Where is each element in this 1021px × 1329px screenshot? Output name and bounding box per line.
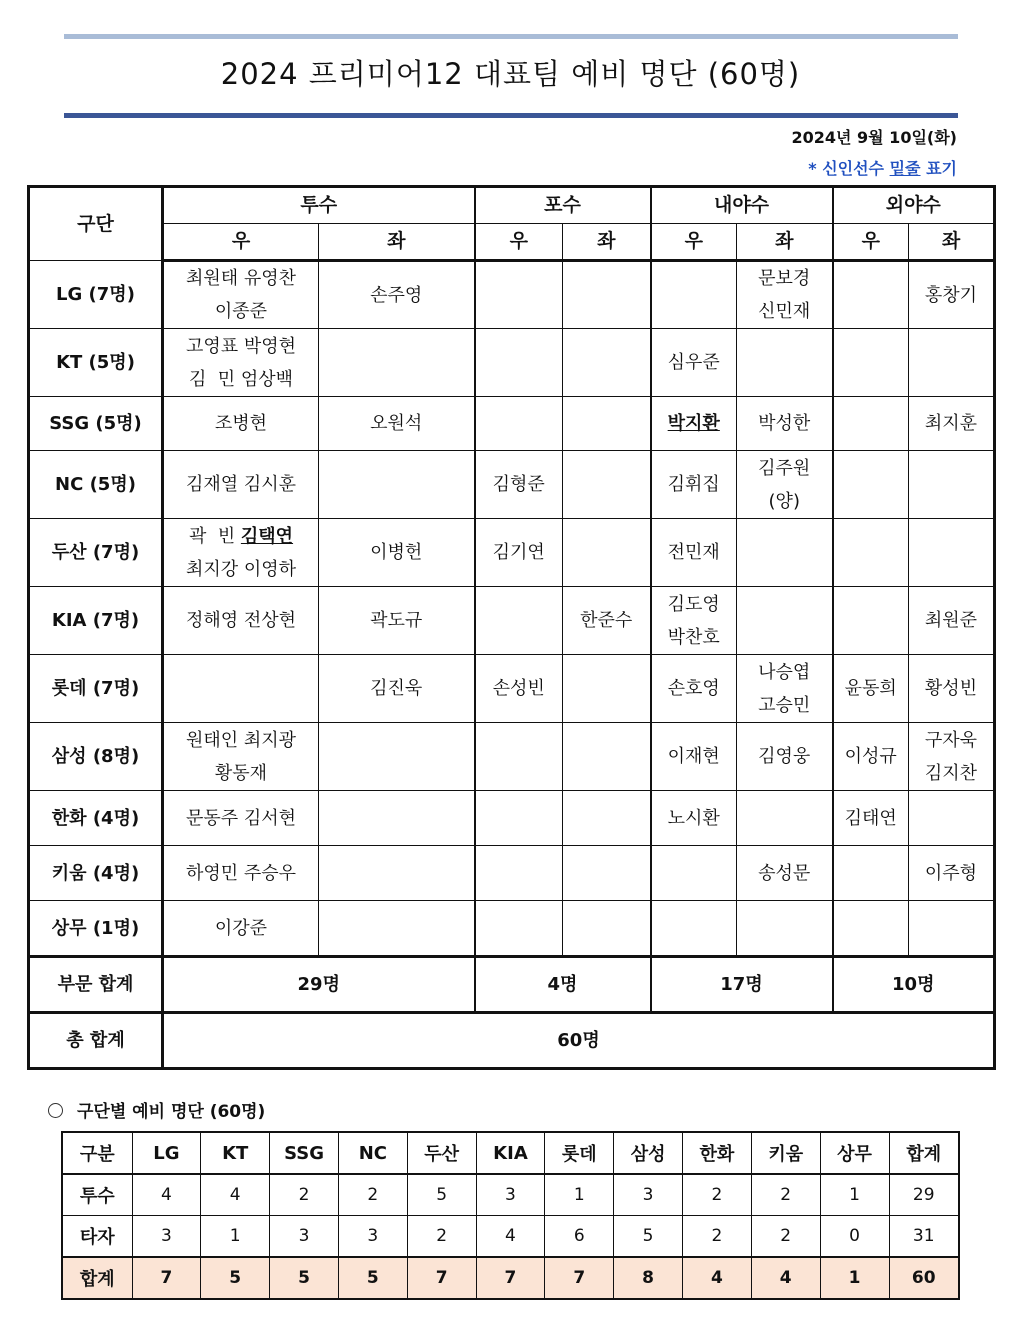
- player-name: 이강준: [214, 917, 268, 939]
- summary-header-cell: 한화: [683, 1132, 752, 1174]
- roster-cell-catcher-right: [475, 846, 563, 901]
- roster-cell-outfield-right: [833, 655, 909, 723]
- team-name: KIA (7명): [29, 587, 163, 655]
- player-name: 김기연: [492, 542, 545, 563]
- player-name: 곽 빈: [188, 525, 241, 547]
- roster-cell-outfield-right: [833, 791, 909, 846]
- team-row: [29, 901, 995, 957]
- header-catcher-left: 좌: [563, 224, 651, 261]
- player-name: 이재현: [667, 746, 720, 767]
- roster-cell-outfield-left: [909, 397, 995, 451]
- summary-row-label: 투수: [62, 1174, 132, 1216]
- roster-cell-infield-right: [651, 397, 737, 451]
- roster-cell-infield-left: [737, 329, 833, 397]
- summary-header-cell: NC: [338, 1132, 407, 1174]
- player-name: 하영민 주승우: [185, 862, 297, 884]
- player-name: 심우준: [667, 352, 720, 373]
- player-name: 김영웅: [758, 746, 811, 767]
- roster-cell-outfield-right: [833, 329, 909, 397]
- total-label: 총 합계: [29, 1013, 163, 1069]
- roster-cell-outfield-right: [833, 519, 909, 587]
- summary-cell: 5: [614, 1216, 683, 1258]
- summary-cell: 2: [751, 1216, 820, 1258]
- roster-cell-catcher-left: [563, 723, 651, 791]
- roster-cell-pitcher-left: [319, 901, 475, 957]
- team-row: [29, 261, 995, 329]
- roster-cell-infield-right: [651, 901, 737, 957]
- header-pitcher: 투수: [163, 187, 475, 224]
- summary-header-cell: 삼성: [614, 1132, 683, 1174]
- header-infield-right: 우: [651, 224, 737, 261]
- roster-cell-pitcher-right: [163, 397, 319, 451]
- header-infield: 내야수: [651, 187, 833, 224]
- roster-cell-pitcher-right: [163, 723, 319, 791]
- roster-cell-infield-left: [737, 723, 833, 791]
- team-name: 삼성 (8명): [29, 723, 163, 791]
- rookie-player-name: 박지환: [667, 413, 720, 434]
- team-row: [29, 329, 995, 397]
- player-name: 최원태 유영찬: [185, 268, 297, 289]
- player-name: 오원석: [370, 413, 423, 434]
- player-name: 한준수: [580, 610, 633, 631]
- team-name: KT (5명): [29, 329, 163, 397]
- header-catcher: 포수: [475, 187, 651, 224]
- header-pitcher-left: 좌: [319, 224, 475, 261]
- summary-cell: 2: [751, 1174, 820, 1216]
- roster-cell-catcher-left: [563, 329, 651, 397]
- team-name: SSG (5명): [29, 397, 163, 451]
- player-name: 나승엽: [758, 661, 811, 683]
- summary-cell: 3: [614, 1174, 683, 1216]
- top-rule: [64, 34, 958, 39]
- player-name: (양): [768, 490, 800, 512]
- roster-cell-infield-left: [737, 261, 833, 329]
- summary-header-cell: 상무: [820, 1132, 889, 1174]
- summary-cell: 31: [889, 1216, 959, 1258]
- summary-cell: 4: [132, 1174, 201, 1216]
- summary-cell: 4: [476, 1216, 545, 1258]
- roster-cell-pitcher-left: [319, 723, 475, 791]
- roster-cell-infield-right: [651, 655, 737, 723]
- summary-row: [62, 1174, 959, 1216]
- player-name: 이주형: [924, 862, 978, 884]
- player-name: 구자욱: [924, 729, 978, 751]
- summary-cell: 5: [407, 1174, 476, 1216]
- roster-cell-catcher-right: [475, 397, 563, 451]
- roster-cell-infield-left: [737, 901, 833, 957]
- player-name: 김형준: [492, 474, 545, 495]
- roster-cell-pitcher-right: [163, 655, 319, 723]
- player-name: 최지훈: [924, 413, 978, 434]
- roster-cell-infield-left: [737, 655, 833, 723]
- team-name: 두산 (7명): [29, 519, 163, 587]
- roster-cell-infield-right: [651, 261, 737, 329]
- roster-cell-catcher-left: [563, 901, 651, 957]
- player-name: 윤동희: [844, 678, 897, 699]
- header-outfield-left: 좌: [909, 224, 995, 261]
- subtotal-row: [29, 957, 995, 1013]
- roster-cell-catcher-left: [563, 846, 651, 901]
- player-name: 박찬호: [667, 626, 720, 648]
- team-row: [29, 723, 995, 791]
- summary-header-cell: 합계: [889, 1132, 959, 1174]
- summary-cell: 4: [201, 1174, 270, 1216]
- team-name: 한화 (4명): [29, 791, 163, 846]
- player-name: 손호영: [667, 678, 720, 699]
- roster-cell-outfield-left: [909, 519, 995, 587]
- summary-cell: 7: [132, 1257, 201, 1299]
- summary-cell: 3: [476, 1174, 545, 1216]
- roster-cell-outfield-left: [909, 587, 995, 655]
- roster-table: [27, 185, 996, 1070]
- roster-cell-outfield-right: [833, 587, 909, 655]
- summary-header-cell: 롯데: [545, 1132, 614, 1174]
- player-name: 조병현: [214, 413, 268, 434]
- team-name: NC (5명): [29, 451, 163, 519]
- roster-cell-catcher-right: [475, 451, 563, 519]
- player-name: 김지찬: [924, 762, 978, 784]
- player-name: 최원준: [924, 610, 978, 631]
- player-name: 김재열 김시훈: [185, 474, 297, 495]
- team-name: 상무 (1명): [29, 901, 163, 957]
- player-name: 황성빈: [924, 678, 978, 699]
- roster-cell-catcher-right: [475, 519, 563, 587]
- roster-cell-infield-left: [737, 397, 833, 451]
- circle-bullet-icon: [48, 1103, 63, 1118]
- summary-cell: 3: [132, 1216, 201, 1258]
- player-name: 문보경: [758, 268, 811, 289]
- roster-cell-pitcher-left: [319, 397, 475, 451]
- player-name: 고영표 박영현: [185, 335, 297, 357]
- summary-cell: 4: [683, 1257, 752, 1299]
- roster-cell-infield-left: [737, 519, 833, 587]
- player-name: 문동주 김서현: [185, 807, 297, 829]
- player-name: 노시환: [667, 807, 720, 829]
- summary-cell: 5: [338, 1257, 407, 1299]
- title-rule: [64, 113, 958, 118]
- team-name: 롯데 (7명): [29, 655, 163, 723]
- roster-cell-outfield-right: [833, 846, 909, 901]
- player-name: 김진욱: [370, 678, 423, 699]
- summary-cell: 1: [201, 1216, 270, 1258]
- header-catcher-right: 우: [475, 224, 563, 261]
- summary-cell: 2: [338, 1174, 407, 1216]
- roster-cell-pitcher-right: [163, 261, 319, 329]
- summary-cell: 4: [751, 1257, 820, 1299]
- summary-header-cell: 두산: [407, 1132, 476, 1174]
- team-row: [29, 587, 995, 655]
- summary-cell: 1: [545, 1174, 614, 1216]
- player-name: 전민재: [667, 542, 720, 563]
- roster-cell-infield-left: [737, 791, 833, 846]
- roster-cell-pitcher-left: [319, 655, 475, 723]
- roster-cell-catcher-right: [475, 261, 563, 329]
- team-row: [29, 451, 995, 519]
- summary-cell: 0: [820, 1216, 889, 1258]
- team-name: LG (7명): [29, 261, 163, 329]
- summary-cell: 29: [889, 1174, 959, 1216]
- player-name: 홍창기: [924, 284, 978, 306]
- summary-cell: 8: [614, 1257, 683, 1299]
- summary-cell: 7: [476, 1257, 545, 1299]
- player-name: 고승민: [758, 694, 811, 716]
- roster-cell-outfield-left: [909, 901, 995, 957]
- summary-cell: 7: [407, 1257, 476, 1299]
- summary-cell: 5: [270, 1257, 339, 1299]
- subtotal-outfield: 10명: [833, 957, 995, 1013]
- player-name: 이종준: [214, 301, 268, 322]
- player-name: 박성한: [758, 413, 811, 434]
- roster-cell-outfield-left: [909, 451, 995, 519]
- roster-cell-catcher-left: [563, 261, 651, 329]
- player-name: 황동재: [214, 762, 268, 784]
- player-name: 김휘집: [667, 474, 720, 495]
- roster-cell-pitcher-left: [319, 587, 475, 655]
- player-name: 김태연: [844, 807, 897, 829]
- summary-cell: 5: [201, 1257, 270, 1299]
- roster-cell-outfield-right: [833, 261, 909, 329]
- header-pitcher-right: 우: [163, 224, 319, 261]
- team-name: 키움 (4명): [29, 846, 163, 901]
- summary-row-label: 타자: [62, 1216, 132, 1258]
- roster-cell-outfield-left: [909, 261, 995, 329]
- summary-cell: 7: [545, 1257, 614, 1299]
- player-name: 김 민 엄상백: [188, 368, 294, 390]
- roster-cell-infield-right: [651, 846, 737, 901]
- summary-cell: 3: [338, 1216, 407, 1258]
- summary-cell: 6: [545, 1216, 614, 1258]
- summary-header-cell: KIA: [476, 1132, 545, 1174]
- roster-cell-outfield-right: [833, 901, 909, 957]
- rookie-player-name: 김택연: [240, 525, 294, 547]
- team-row: [29, 846, 995, 901]
- roster-cell-catcher-left: [563, 397, 651, 451]
- roster-cell-pitcher-right: [163, 846, 319, 901]
- summary-header-cell: KT: [201, 1132, 270, 1174]
- roster-cell-catcher-right: [475, 329, 563, 397]
- roster-cell-catcher-right: [475, 901, 563, 957]
- team-row: [29, 791, 995, 846]
- roster-cell-pitcher-right: [163, 451, 319, 519]
- summary-header-cell: 구분: [62, 1132, 132, 1174]
- roster-cell-outfield-left: [909, 791, 995, 846]
- roster-cell-infield-right: [651, 451, 737, 519]
- summary-header-cell: LG: [132, 1132, 201, 1174]
- player-name: 송성문: [758, 862, 811, 884]
- summary-cell: 60: [889, 1257, 959, 1299]
- summary-cell: 2: [270, 1174, 339, 1216]
- summary-row-label: 합계: [62, 1257, 132, 1299]
- summary-row: [62, 1257, 959, 1299]
- player-name: 정해영 전상현: [185, 610, 297, 631]
- summary-header-cell: 키움: [751, 1132, 820, 1174]
- player-name: 이병헌: [370, 542, 423, 563]
- roster-cell-infield-right: [651, 329, 737, 397]
- header-team: 구단: [29, 187, 163, 261]
- roster-cell-catcher-right: [475, 587, 563, 655]
- roster-cell-outfield-left: [909, 846, 995, 901]
- roster-cell-infield-left: [737, 451, 833, 519]
- roster-cell-catcher-left: [563, 587, 651, 655]
- roster-cell-catcher-left: [563, 451, 651, 519]
- roster-cell-pitcher-right: [163, 901, 319, 957]
- rookie-note: * 신인선수 밑줄 표기: [808, 159, 957, 178]
- roster-cell-outfield-right: [833, 723, 909, 791]
- summary-cell: 1: [820, 1257, 889, 1299]
- roster-cell-infield-left: [737, 587, 833, 655]
- summary-cell: 3: [270, 1216, 339, 1258]
- subtotal-catcher: 4명: [475, 957, 651, 1013]
- roster-cell-infield-left: [737, 846, 833, 901]
- roster-cell-outfield-right: [833, 397, 909, 451]
- roster-cell-catcher-left: [563, 655, 651, 723]
- roster-cell-infield-right: [651, 723, 737, 791]
- player-name: 김주원: [758, 457, 811, 479]
- roster-cell-pitcher-right: [163, 519, 319, 587]
- subtotal-infield: 17명: [651, 957, 833, 1013]
- document-date: 2024년 9월 10일(화): [791, 128, 957, 147]
- roster-cell-pitcher-right: [163, 587, 319, 655]
- roster-cell-catcher-left: [563, 791, 651, 846]
- player-name: 곽도규: [370, 610, 423, 631]
- roster-cell-pitcher-left: [319, 846, 475, 901]
- page-title: 2024 프리미어12 대표팀 예비 명단 (60명): [220, 57, 801, 91]
- summary-cell: 2: [683, 1174, 752, 1216]
- team-row: [29, 397, 995, 451]
- player-name: 신민재: [758, 301, 811, 322]
- summary-header-cell: SSG: [270, 1132, 339, 1174]
- roster-cell-infield-right: [651, 791, 737, 846]
- team-row: [29, 655, 995, 723]
- summary-header-row: [62, 1132, 959, 1174]
- roster-cell-pitcher-left: [319, 329, 475, 397]
- summary-cell: 2: [683, 1216, 752, 1258]
- roster-cell-pitcher-left: [319, 519, 475, 587]
- roster-cell-catcher-right: [475, 655, 563, 723]
- header-outfield: 외야수: [833, 187, 995, 224]
- roster-cell-outfield-left: [909, 329, 995, 397]
- roster-cell-outfield-left: [909, 723, 995, 791]
- total-row: [29, 1013, 995, 1069]
- roster-cell-pitcher-left: [319, 261, 475, 329]
- roster-cell-outfield-right: [833, 451, 909, 519]
- player-name: 원태인 최지광: [185, 729, 297, 751]
- header-infield-left: 좌: [737, 224, 833, 261]
- roster-cell-pitcher-left: [319, 791, 475, 846]
- roster-cell-catcher-right: [475, 791, 563, 846]
- roster-cell-pitcher-right: [163, 329, 319, 397]
- section-title: 구단별 예비 명단 (60명): [48, 1097, 265, 1122]
- header-outfield-right: 우: [833, 224, 909, 261]
- player-name: 김도영: [667, 593, 720, 615]
- summary-cell: 2: [407, 1216, 476, 1258]
- player-name: 손주영: [370, 284, 423, 306]
- summary-row: [62, 1216, 959, 1258]
- roster-cell-infield-right: [651, 519, 737, 587]
- roster-cell-infield-right: [651, 587, 737, 655]
- roster-cell-catcher-left: [563, 519, 651, 587]
- roster-cell-pitcher-right: [163, 791, 319, 846]
- player-name: 손성빈: [492, 678, 545, 699]
- roster-cell-outfield-left: [909, 655, 995, 723]
- summary-cell: 1: [820, 1174, 889, 1216]
- roster-cell-pitcher-left: [319, 451, 475, 519]
- roster-cell-catcher-right: [475, 723, 563, 791]
- summary-table: [61, 1131, 960, 1300]
- subtotal-label: 부문 합계: [29, 957, 163, 1013]
- subtotal-pitcher: 29명: [163, 957, 475, 1013]
- total-value: 60명: [163, 1013, 995, 1069]
- player-name: 최지강 이영하: [185, 558, 297, 580]
- player-name: 이성규: [844, 746, 897, 767]
- team-row: [29, 519, 995, 587]
